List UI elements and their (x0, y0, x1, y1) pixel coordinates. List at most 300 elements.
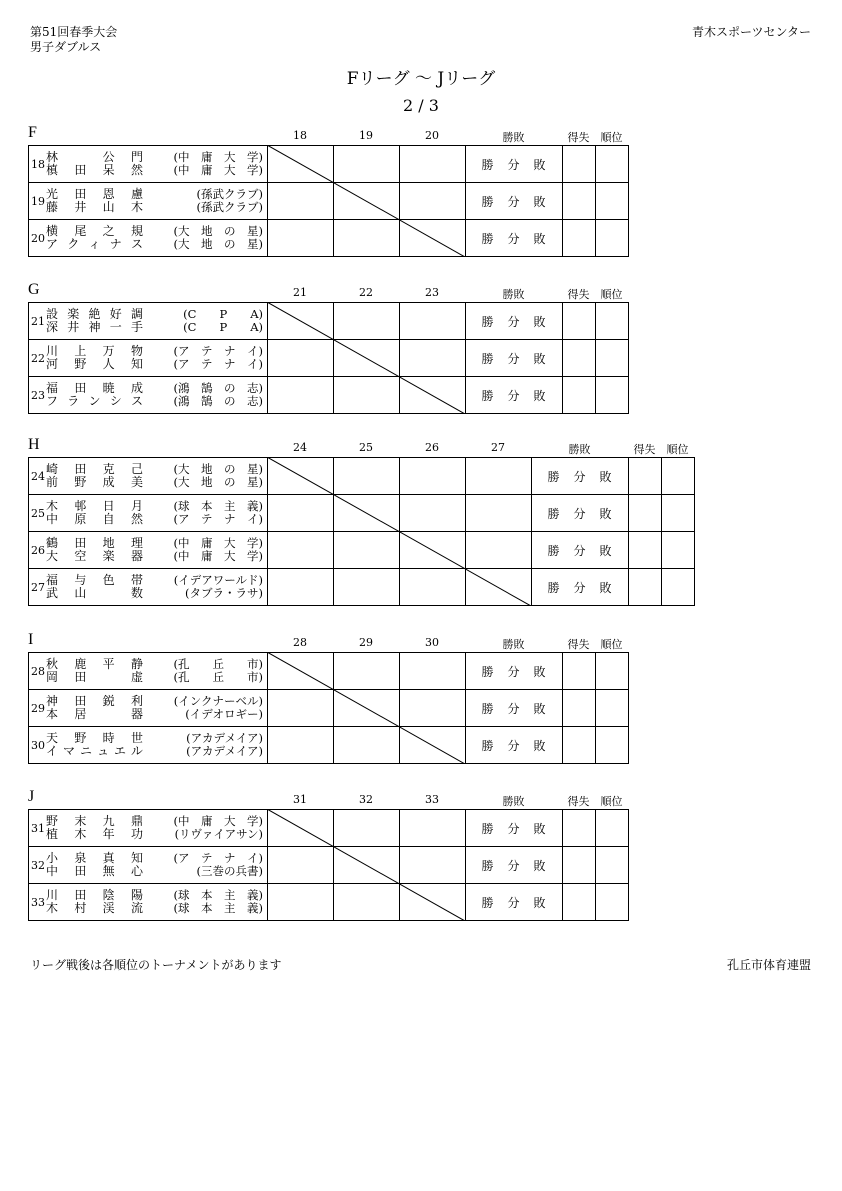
player-name-char: ニ (79, 744, 92, 758)
player-name-char: ア (46, 237, 59, 251)
player-team: (大 地 の 星) (173, 237, 263, 251)
player-name-char: 岡 (46, 670, 59, 684)
match-cell (400, 690, 466, 727)
rank-cell (596, 183, 629, 220)
table-row (29, 690, 629, 727)
match-cell (334, 377, 400, 414)
player-team: (中 庸 大 学) (173, 150, 263, 164)
match-cell (334, 532, 400, 569)
player-team: (アカデメイア) (186, 744, 263, 758)
group-label: G (28, 281, 40, 298)
player-name-char: 横 (46, 224, 59, 238)
player-name-char: 鋭 (102, 694, 115, 708)
pair-number: 29 (31, 702, 45, 715)
player-name-char: 末 (74, 814, 87, 828)
player-name-char: 静 (130, 657, 143, 671)
player-name (46, 828, 143, 841)
match-cell (400, 220, 466, 257)
column-header-number: 27 (491, 441, 505, 454)
pair-cell (29, 146, 268, 183)
player-name (46, 321, 143, 334)
player-name-char: 呆 (102, 163, 115, 177)
player-name-char: 成 (102, 475, 115, 489)
player-name-char: 設 (46, 307, 59, 321)
player-name-char: 神 (88, 320, 101, 334)
pair-number: 23 (31, 389, 45, 402)
pair-number: 32 (31, 859, 45, 872)
player-name-char: 野 (46, 814, 59, 828)
player-name-char: 絶 (88, 307, 101, 321)
player-team: (ア テ ナ イ) (173, 851, 263, 865)
match-cell (268, 810, 334, 847)
player-name-char (103, 671, 115, 684)
group-label: I (28, 631, 34, 648)
player-team: (鴻 鵠 の 志) (173, 394, 263, 408)
player-name (46, 587, 143, 600)
tournament-name: 第51回春季大会 (30, 25, 118, 39)
rank-cell (662, 532, 695, 569)
league-table (28, 652, 629, 764)
player-name-char: 木 (74, 827, 87, 841)
player-team: (中 庸 大 学) (173, 536, 263, 550)
column-header-number: 29 (359, 636, 373, 649)
player-team: (イデオロギー) (185, 707, 263, 721)
player-name-char: 田 (74, 163, 87, 177)
column-header-number: 28 (293, 636, 307, 649)
player-name-char: 楽 (102, 549, 115, 563)
column-header-number: 20 (425, 129, 439, 142)
player-team: (球 本 主 義) (173, 499, 263, 513)
points-cell (563, 727, 596, 764)
pair-cell (29, 303, 268, 340)
rank-cell (596, 653, 629, 690)
win-loss-cell: 勝 分 敗 (532, 458, 629, 495)
match-cell (268, 569, 334, 606)
column-header-number: 32 (359, 793, 373, 806)
player-name-char: 空 (74, 549, 87, 563)
pair-number: 21 (31, 315, 45, 328)
player-name-char: 月 (130, 499, 143, 513)
column-header-points: 得失 (567, 795, 590, 808)
column-header-rank: 順位 (666, 443, 689, 456)
match-cell (334, 690, 400, 727)
pair-number: 28 (31, 665, 45, 678)
player-line (46, 238, 263, 251)
player-name (46, 865, 143, 878)
player-name-char: 平 (102, 657, 115, 671)
league-table (28, 809, 629, 921)
player-name-char: 物 (130, 344, 143, 358)
column-header-rank: 順位 (600, 795, 623, 808)
player-line (46, 201, 263, 214)
player-name-char: 美 (130, 475, 143, 489)
win-loss-cell: 勝 分 敗 (466, 220, 563, 257)
match-cell (400, 458, 466, 495)
win-loss-cell: 勝 分 敗 (466, 303, 563, 340)
player-line (46, 708, 263, 721)
table-row (29, 810, 629, 847)
points-cell (629, 458, 662, 495)
player-name-char: 世 (130, 731, 143, 745)
player-name (46, 745, 143, 758)
player-name-char: 心 (130, 864, 143, 878)
player-line (46, 164, 263, 177)
pair-cell (29, 220, 268, 257)
player-team: (リヴァイアサン) (174, 827, 263, 841)
player-name (46, 889, 143, 902)
column-header-points: 得失 (567, 288, 590, 301)
player-name-char: 日 (102, 499, 115, 513)
player-name-char: 本 (46, 707, 59, 721)
player-name-char (103, 708, 115, 721)
pair-number: 18 (31, 158, 45, 171)
match-cell (466, 495, 532, 532)
group-label: H (28, 436, 40, 453)
player-team: (孔 丘 市) (173, 657, 263, 671)
player-name-char: 神 (46, 694, 59, 708)
match-cell (400, 569, 466, 606)
table-row (29, 532, 695, 569)
player-name (46, 463, 143, 476)
column-header-number: 22 (359, 286, 373, 299)
match-cell (400, 377, 466, 414)
win-loss-cell: 勝 分 敗 (466, 183, 563, 220)
player-name-char: ス (130, 237, 143, 251)
column-header-number: 30 (425, 636, 439, 649)
player-name-char: ン (88, 394, 101, 408)
match-cell (268, 220, 334, 257)
player-line (46, 828, 263, 841)
column-header-points: 得失 (567, 638, 590, 651)
player-name (46, 188, 143, 201)
pair-number: 33 (31, 896, 45, 909)
player-name-char: エ (113, 744, 126, 758)
column-header-number: 26 (425, 441, 439, 454)
player-name-char: 恩 (102, 187, 115, 201)
player-line (46, 358, 263, 371)
pair-number: 30 (31, 739, 45, 752)
player-name (46, 238, 143, 251)
venue-name: 青木スポーツセンター (691, 25, 811, 39)
player-name-char: 自 (102, 512, 115, 526)
player-team: (C P A) (183, 320, 263, 334)
match-cell (268, 653, 334, 690)
pair-number: 24 (31, 470, 45, 483)
player-name-char: 田 (74, 536, 87, 550)
player-name-char: 手 (130, 320, 143, 334)
player-team: (孫武クラブ) (196, 187, 263, 201)
column-header-number: 24 (293, 441, 307, 454)
player-name-char: 福 (46, 381, 59, 395)
points-cell (563, 303, 596, 340)
match-cell (334, 183, 400, 220)
table-row (29, 220, 629, 257)
player-name-char (103, 587, 115, 600)
pair-cell (29, 495, 268, 532)
page-number: 2 / 3 (403, 96, 439, 115)
match-cell (400, 810, 466, 847)
pair-number: 19 (31, 195, 45, 208)
rank-cell (596, 810, 629, 847)
player-name-char: 虚 (130, 670, 143, 684)
player-name (46, 358, 143, 371)
match-cell (400, 532, 466, 569)
player-name-char: 藤 (46, 200, 59, 214)
player-name-char: 川 (46, 888, 59, 902)
group-label: J (28, 788, 35, 805)
player-name-char: 規 (130, 224, 143, 238)
column-header-number: 25 (359, 441, 373, 454)
table-row (29, 183, 629, 220)
match-cell (400, 303, 466, 340)
pair-cell (29, 183, 268, 220)
rank-cell (596, 220, 629, 257)
player-name-char: 時 (102, 731, 115, 745)
pair-cell (29, 532, 268, 569)
player-name-char: 真 (102, 851, 115, 865)
pair-cell (29, 884, 268, 921)
pair-cell (29, 340, 268, 377)
win-loss-cell: 勝 分 敗 (466, 847, 563, 884)
player-name-char: シ (109, 394, 122, 408)
player-line (46, 587, 263, 600)
player-name-char: 鹿 (74, 657, 87, 671)
player-team: (タブラ・ラサ) (185, 586, 263, 600)
points-cell (563, 146, 596, 183)
player-team: (ア テ ナ イ) (173, 357, 263, 371)
player-name (46, 902, 143, 915)
win-loss-cell: 勝 分 敗 (466, 377, 563, 414)
player-line (46, 476, 263, 489)
player-name (46, 201, 143, 214)
pair-number: 27 (31, 581, 45, 594)
player-name (46, 574, 143, 587)
player-name (46, 345, 143, 358)
points-cell (563, 377, 596, 414)
player-name-char: 克 (102, 462, 115, 476)
column-header-win-loss: 勝敗 (502, 795, 525, 808)
player-name-char: 万 (102, 344, 115, 358)
player-name-char: 数 (130, 586, 143, 600)
player-name-char: 知 (130, 357, 143, 371)
points-cell (563, 810, 596, 847)
points-cell (563, 847, 596, 884)
player-name-char: 与 (74, 573, 87, 587)
player-name-char: ュ (96, 744, 109, 758)
player-name-char: 山 (102, 200, 115, 214)
player-name-char: 天 (46, 731, 59, 745)
player-name-char: 田 (74, 670, 87, 684)
table-row (29, 884, 629, 921)
match-cell (400, 847, 466, 884)
player-line (46, 395, 263, 408)
match-cell (334, 569, 400, 606)
player-name-char: 林 (46, 150, 59, 164)
player-name-char: ル (130, 744, 143, 758)
rank-cell (596, 303, 629, 340)
league-table (28, 457, 695, 606)
column-header-win-loss: 勝敗 (502, 131, 525, 144)
player-name-char: 渓 (102, 901, 115, 915)
player-name-char: 慮 (130, 187, 143, 201)
player-name (46, 164, 143, 177)
player-line (46, 902, 263, 915)
player-name-char: 鶴 (46, 536, 59, 550)
player-name-char: 一 (109, 320, 122, 334)
points-cell (563, 220, 596, 257)
match-cell (268, 690, 334, 727)
player-name (46, 732, 143, 745)
rank-cell (662, 495, 695, 532)
table-row (29, 569, 695, 606)
player-name-char: 九 (102, 814, 115, 828)
column-header-win-loss: 勝敗 (502, 288, 525, 301)
rank-cell (662, 569, 695, 606)
match-cell (268, 377, 334, 414)
player-name-char: 田 (74, 381, 87, 395)
win-loss-cell: 勝 分 敗 (466, 146, 563, 183)
player-name-char: 無 (102, 864, 115, 878)
match-cell (268, 532, 334, 569)
points-cell (563, 653, 596, 690)
player-name-char: 川 (46, 344, 59, 358)
match-cell (268, 183, 334, 220)
pair-number: 22 (31, 352, 45, 365)
match-cell (334, 340, 400, 377)
player-name-char: 器 (130, 707, 143, 721)
column-header-points: 得失 (633, 443, 656, 456)
player-name-char: 福 (46, 573, 59, 587)
player-name-char: 中 (46, 512, 59, 526)
pair-number: 20 (31, 232, 45, 245)
table-row (29, 146, 629, 183)
player-team: (球 本 主 義) (173, 888, 263, 902)
player-team: (ア テ ナ イ) (173, 512, 263, 526)
column-header-win-loss: 勝敗 (502, 638, 525, 651)
points-cell (563, 884, 596, 921)
player-name-char: 年 (102, 827, 115, 841)
player-name-char: 尾 (74, 224, 87, 238)
match-cell (466, 458, 532, 495)
match-cell (334, 847, 400, 884)
pair-number: 25 (31, 507, 45, 520)
player-name-char: 帯 (130, 573, 143, 587)
match-cell (268, 727, 334, 764)
win-loss-cell: 勝 分 敗 (532, 495, 629, 532)
player-name-char: 理 (130, 536, 143, 550)
player-team: (鴻 鵠 の 志) (173, 381, 263, 395)
player-team: (中 庸 大 学) (173, 814, 263, 828)
player-name-char: 木 (46, 901, 59, 915)
player-team: (中 庸 大 学) (173, 163, 263, 177)
player-name-char: 野 (74, 475, 87, 489)
column-header-number: 18 (293, 129, 307, 142)
column-header-rank: 順位 (600, 131, 623, 144)
points-cell (563, 183, 596, 220)
player-team: (中 庸 大 学) (173, 549, 263, 563)
player-name-char: イ (46, 744, 59, 758)
player-name-char: 植 (46, 827, 59, 841)
player-name-char: ラ (67, 394, 80, 408)
player-name (46, 815, 143, 828)
win-loss-cell: 勝 分 敗 (466, 810, 563, 847)
match-cell (334, 495, 400, 532)
player-name-char: 木 (46, 499, 59, 513)
player-name-char: 地 (102, 536, 115, 550)
pair-cell (29, 690, 268, 727)
player-name-char: 野 (74, 357, 87, 371)
column-header-number: 31 (293, 793, 307, 806)
pair-cell (29, 727, 268, 764)
player-name-char: 秋 (46, 657, 59, 671)
group-label: F (28, 124, 37, 141)
points-cell (629, 532, 662, 569)
table-row (29, 458, 695, 495)
match-cell (334, 220, 400, 257)
player-name-char: 野 (74, 731, 87, 745)
rank-cell (596, 884, 629, 921)
player-name-char: 槙 (46, 163, 59, 177)
player-name (46, 852, 143, 865)
player-name-char: 好 (109, 307, 122, 321)
player-name-char: 暁 (102, 381, 115, 395)
player-name (46, 695, 143, 708)
player-name-char: 公 (102, 150, 115, 164)
table-row (29, 303, 629, 340)
win-loss-cell: 勝 分 敗 (466, 727, 563, 764)
player-name-char: 井 (67, 320, 80, 334)
column-header-number: 33 (425, 793, 439, 806)
player-name-char: 上 (74, 344, 87, 358)
match-cell (334, 810, 400, 847)
player-name-char: 田 (74, 462, 87, 476)
player-name (46, 658, 143, 671)
column-header-win-loss: 勝敗 (568, 443, 591, 456)
win-loss-cell: 勝 分 敗 (466, 690, 563, 727)
player-name-char: 小 (46, 851, 59, 865)
points-cell (563, 690, 596, 727)
rank-cell (596, 340, 629, 377)
points-cell (629, 569, 662, 606)
match-cell (400, 146, 466, 183)
organizer-name: 孔丘市体育連盟 (726, 958, 811, 972)
player-name-char: 河 (46, 357, 59, 371)
player-name-char: 流 (130, 901, 143, 915)
match-cell (400, 183, 466, 220)
pair-cell (29, 653, 268, 690)
player-name-char: 原 (74, 512, 87, 526)
pair-number: 31 (31, 822, 45, 835)
player-name (46, 671, 143, 684)
player-team: (インクナーベル) (173, 694, 263, 708)
player-team: (大 地 の 星) (173, 475, 263, 489)
player-name (46, 513, 143, 526)
match-cell (268, 303, 334, 340)
player-line (46, 671, 263, 684)
league-table (28, 145, 629, 257)
player-name (46, 476, 143, 489)
player-name (46, 708, 143, 721)
player-name-char: 人 (102, 357, 115, 371)
player-name-char: 井 (74, 200, 87, 214)
player-name (46, 550, 143, 563)
player-name-char: 成 (130, 381, 143, 395)
rank-cell (662, 458, 695, 495)
player-name-char: 色 (102, 573, 115, 587)
win-loss-cell: 勝 分 敗 (466, 340, 563, 377)
match-cell (334, 884, 400, 921)
player-team: (球 本 主 義) (173, 901, 263, 915)
